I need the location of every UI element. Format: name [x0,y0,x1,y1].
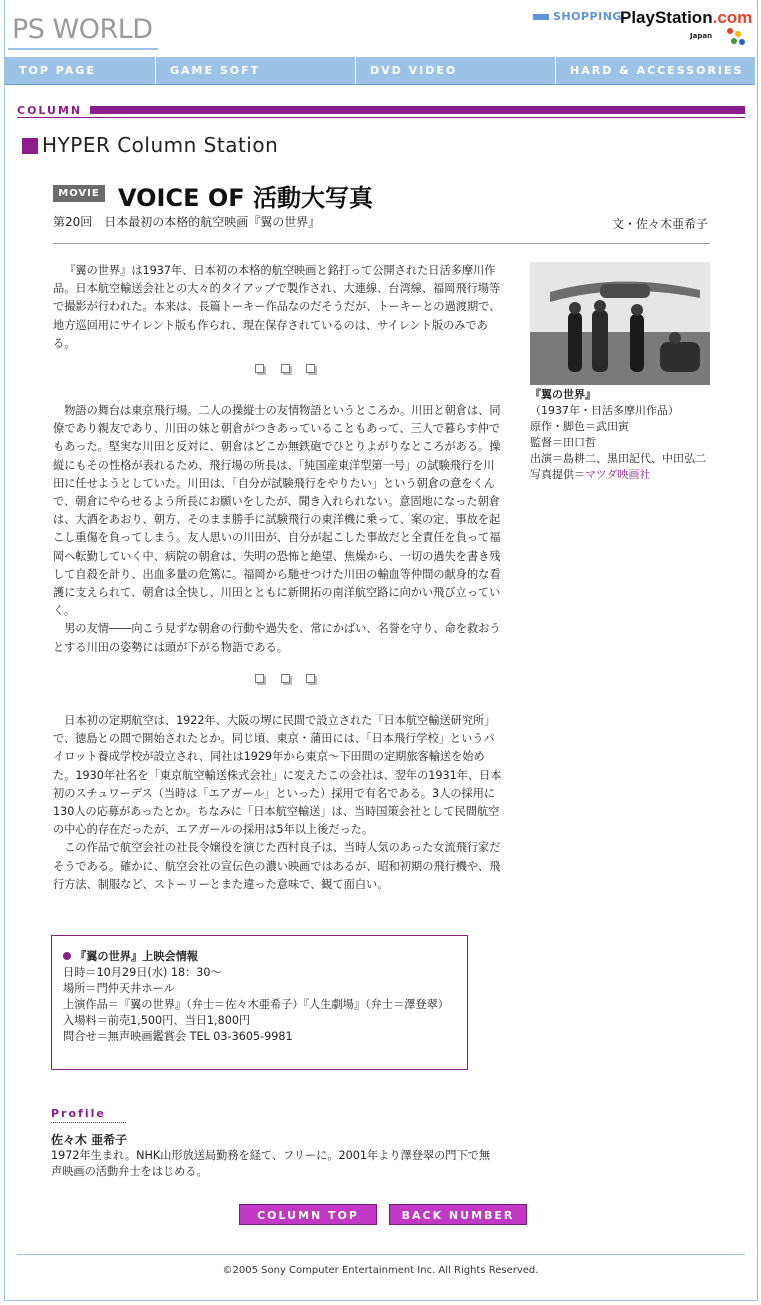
divider-square-icon [306,674,315,683]
paragraph-text: 男の友情――向こう見ずな朝倉の行動や過失を、常にかばい、名誉を守り、命を救おうとする川田の姿勢には頭が下がる物語である。 [53,622,501,654]
brand-main: PlayStation [620,8,713,27]
shopping-label: SHOPPING [553,10,622,23]
divider-square-icon [281,364,290,373]
divider-square-icon [255,674,264,683]
divider-square-icon [255,364,264,373]
divider-square-icon [281,674,290,683]
brand-suffix: .com [712,8,753,27]
credit-prefix: 写真提供＝ [530,468,585,481]
article-paragraph-3 [53,712,503,894]
profile-underline [51,1122,126,1123]
screening-info-box [51,935,468,1070]
column-label: COLUMN [17,104,83,117]
brand-region: Japan [690,32,713,40]
profile-label: Profile [51,1107,106,1120]
screening-fee: 入場料＝前売1,500円、当日1,800円 [63,1014,251,1027]
column-line [17,117,745,118]
section-square-icon [22,138,38,154]
title-separator [53,243,710,244]
screening-place: 場所＝門仲天井ホール [63,982,175,995]
series-title: VOICE OF 活動大写真 [118,184,373,212]
paragraph-text: 日本初の定期航空は、1922年、大阪の堺に民間で設立された「日本航空輸送研究所」で、徳島との間で開始されたとか。同じ頃、東京・蒲田には、「日本飛行学校」というパイロット養成学校が設立され、同社は1929年から東京～下田間の定期旅客輸送を始めた。1930年社名を「東京航空輸送株式会社」に変えたこの会社は、翌年の1931年、日本初のスチュワーデス（当時は「エアガール」といった）採用で有名である。3人の採用に130人の応募があったとか。ちなみに「日本航空輸送」は、当時国策会社として民間航空の中心的存在だったが、エアガールの採用は5年以上後だった。 [53,714,502,837]
column-bar [90,106,745,114]
ps-world-logo[interactable]: PS WORLD [12,14,153,45]
movie-badge: MOVIE [53,185,105,202]
paragraph-text: この作品で航空会社の社長令嬢役を演じた西村良子は、当時人気のあった女流飛行家だそうである。確かに、航空会社の宣伝色の濃い映画ではあるが、昭和初期の飛行機や、飛行方法、制服など、ストーリーとまた違った意味で、観て面白い。 [53,841,501,891]
back-number-button[interactable]: BACK NUMBER [389,1204,527,1225]
article-paragraph-1 [53,262,503,353]
section-divider [255,364,315,373]
film-still-image [530,262,710,385]
divider-square-icon [306,364,315,373]
film-still-photo [530,262,710,385]
article-author: 文・佐々木亜希子 [612,217,709,231]
photo-caption [530,387,710,483]
bullet-icon [63,952,71,960]
nav-hard-accessories[interactable]: HARD & ACCESSORIES [570,64,744,77]
profile-bio: 1972年生まれ。NHK山形放送局勤務を経て、フリーに。2001年より澤登翠の門下で無声映画の活動弁士をはじめる。 [51,1149,491,1178]
nav-game-soft[interactable]: GAME SOFT [156,57,356,84]
section-title: HYPER Column Station [42,133,279,157]
article-paragraph-2 [53,402,503,657]
main-nav [5,57,755,84]
shopping-link[interactable] [533,10,622,23]
shopping-bar-icon [533,14,549,20]
caption-line: 監督＝田口哲 [530,436,596,449]
logo-underline [8,48,158,50]
nav-bottom-line [5,84,755,85]
screening-title: 『翼の世界』上映会情報 [75,950,199,963]
caption-credit [530,467,710,483]
paragraph-text: 『翼の世界』は1937年、日本初の本格的航空映画と銘打って公開された日活多摩川作品。日本航空輸送会社との大々的タイアップで製作され、大連線、台湾線、福岡飛行場等で撮影が行われた。本来は、長篇トーキー作品なのだそうだが、トーキーとの過渡期で、地方巡回用にサイレント版も作られ、現在保存されているのは、サイレント版のみである。 [53,264,501,350]
nav-dvd-video[interactable]: DVD VIDEO [356,57,556,84]
section-divider [255,674,315,683]
screening-works: 上演作品＝『翼の世界』（弁士＝佐々木亜希子）『人生劇場』（弁士＝澤登翠） [63,998,449,1011]
matsuda-link[interactable]: マツダ映画社 [585,468,651,481]
screening-title-row [63,949,467,965]
paragraph-text: 物語の舞台は東京飛行場。二人の操縦士の友情物語というところか。川田と朝倉は、同僚であり親友であり、川田の妹と朝倉がつきあっていることもあって、三人で暮らす仲でもあった。堅実な川田と反対に、朝倉はどこか無鉄砲でひとりよがりなところがある。操縦にもその性格が表れるため、飛行場の所長は、「純国産東洋型第一号」の試験飛行を川田に任せようとしていた。川田は、「自分が試験飛行をやりたい」という朝倉の意をくんで、朝倉にやらせるよう所長にお願いをしたが、聞き入れられない。意固地になった朝倉は、大酒をあおり、朝方、そのまま勝手に試験飛行の東洋機に乗って、案の定、事故を起こし重傷を負ってしまう。友人思いの川田が、自分が起こした事故だと全責任を負って福岡へ転勤していく中、病院の朝倉は、失明の恐怖と絶望、焦燥から、一切の過失を書き残して自殺を計り、出血多量の危篤に。福岡から馳せつけた川田の輸血等仲間の献身的な看護に支えられて、朝倉は全快し、川田とともに新開拓の南洋航空路に向かい飛び立っていく。 [53,404,501,618]
article-subtitle: 第20回 日本最初の本格的航空映画『翼の世界』 [53,215,321,229]
copyright: ©2005 Sony Computer Entertainment Inc. All Rights Reserved. [222,1265,539,1276]
caption-line: （1937年・日活多摩川作品） [530,404,679,417]
screening-contact: 問合せ＝無声映画鑑賞会 TEL 03-3605-9981 [63,1030,293,1043]
caption-line: 原作・脚色＝武田寅 [530,420,629,433]
screening-date: 日時＝10月29日(水) 18：30～ [63,966,222,979]
footer-line [17,1254,745,1255]
caption-title: 『翼の世界』 [530,388,596,401]
nav-top-page[interactable]: TOP PAGE [5,57,156,84]
caption-line: 出演＝島耕二、黒田記代、中田弘二 [530,452,706,465]
column-top-button[interactable]: COLUMN TOP [239,1204,377,1225]
profile-name: 佐々木 亜希子 [51,1133,128,1147]
